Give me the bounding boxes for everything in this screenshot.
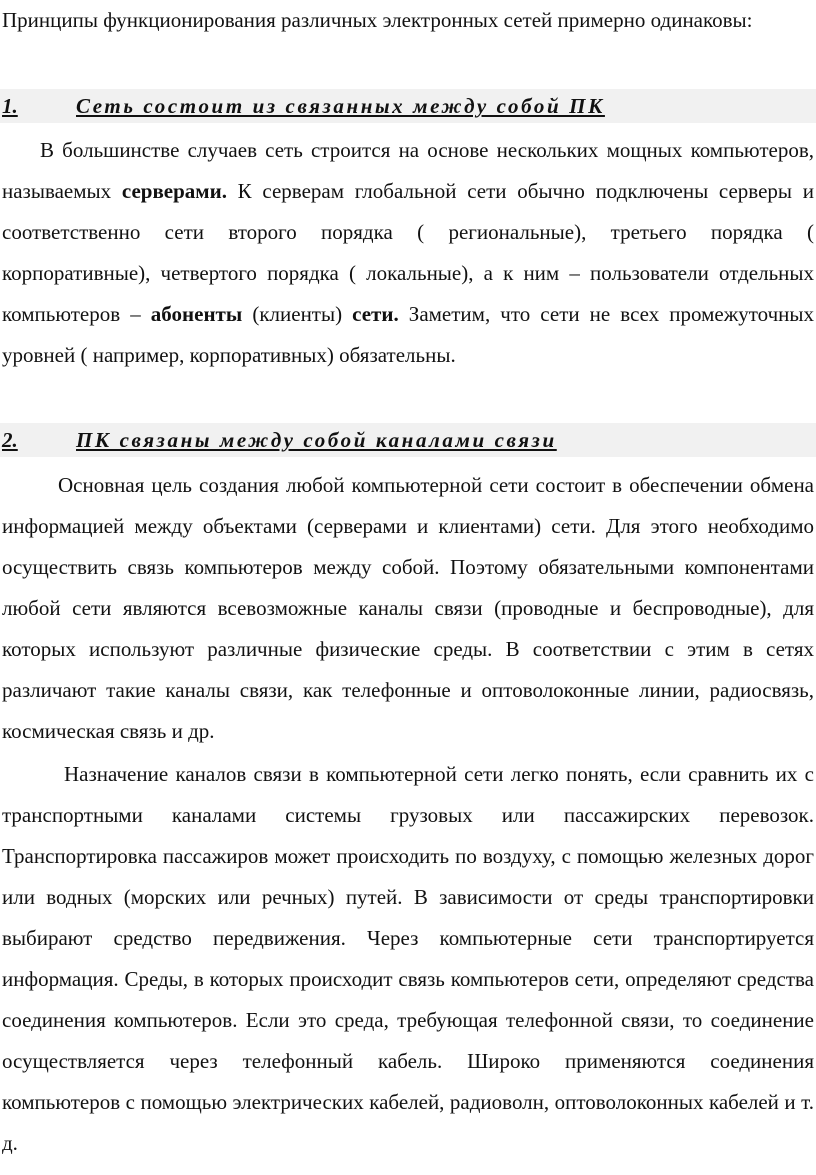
section-1-text-a: В большинстве случаев сеть строится на основе нескольких мощных компьютеров, называемых [2,138,814,203]
term-servers: серверами. [121,179,227,203]
section-2-paragraph-2: Назначение каналов связи в компьютерной сети легко понять, если сравнить их с транспортными каналами системы грузовых или пассажирских перевозок. Транспортировка пассажиров может происходить по воздуху, с помощью железных дорог или водных (морских или речных) путей. В зависимости от среды транспортировки выбирают средство передвижения. Через компьютерные сети транспортируется информация. Среды, в которых происходит связь компьютеров сети, определяют средства соединения компьютеров. Если это среда, требующая телефонной связи, то соединение осуществляется через телефонный кабель. Широко применяются соединения компьютеров с помощью электрических кабелей, радиоволн, оптоволоконных кабелей и т. д. [2,762,814,1155]
section-1-title: Сеть состоит из связанных между собой ПК [76,94,605,118]
section-1-text-c: (клиенты) [242,302,353,326]
section-1-text-b: К серверам глобальной сети обычно подключены серверы и соответственно сети второго порядка ( региональные), третьего порядка ( корпоративные), четвертого порядка ( локальные), а к ним – пользователи отдельных компьютеров – [2,179,814,326]
section-1-number: 1. [2,94,18,118]
section-2-paragraph-1: Основная цель создания любой компьютерной сети состоит в обеспечении обмена информацией между объектами (серверами и клиентами) сети. Для этого необходимо осуществить связь компьютеров между собой. Поэтому обязательными компонентами любой сети являются всевозможные каналы связи (проводные и беспроводные), для которых используют различные физические среды. В соответствии с этим в сетях различают такие каналы связи, как телефонные и оптоволоконные линии, радиосвязь, космическая связь и др. [2,473,814,743]
section-1-heading [0,89,816,123]
section-1-text-d: Заметим, что сети не всех промежуточных уровней ( например, корпоративных) обязательны. [2,302,814,367]
term-subscribers: абоненты [150,302,243,326]
section-2-number: 2. [2,428,18,452]
intro-paragraph: Принципы функционирования различных электронных сетей примерно одинаковы: [2,8,753,32]
section-2-heading [0,423,816,457]
section-2-title: ПК связаны между собой каналами связи [76,428,557,452]
term-networks: сети. [352,302,399,326]
section-1-paragraph [2,130,814,376]
